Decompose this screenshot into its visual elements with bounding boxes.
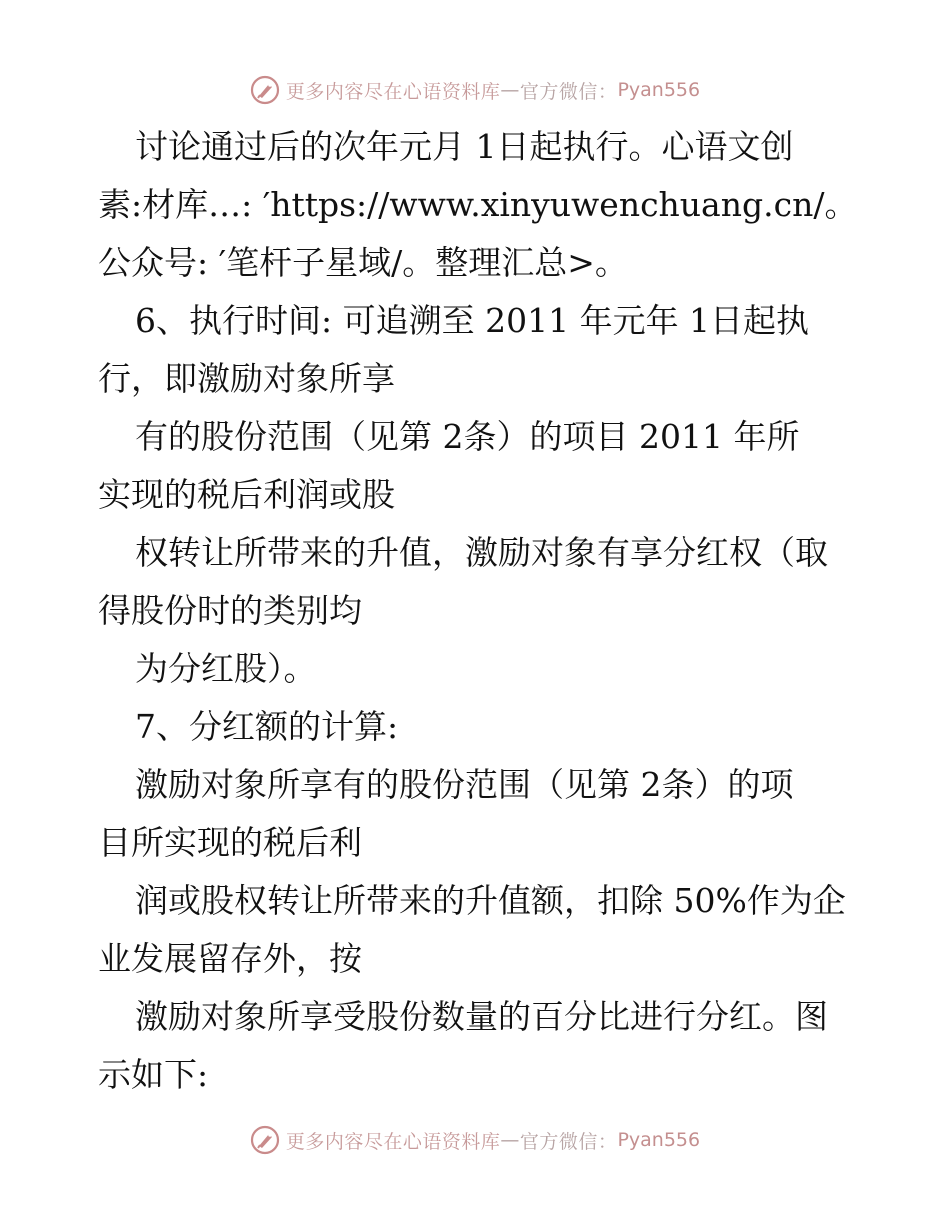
watermark-title: 更多内容尽在心语资料库 [285,1130,501,1153]
text-line: 业发展留存外，按 [98,939,362,978]
text-line: 得股份时的类别均 [98,591,362,630]
text-line: 公众号: ′笔杆子星域/。整理汇总>。 [98,243,628,282]
watermark-wechat-id: Pyan556 [617,1129,701,1151]
text-line: 为分红股）。 [135,649,317,688]
text-line: 权转让所带来的升值，激励对象有享分红权（取 [135,533,828,572]
watermark-wechat-id: Pyan556 [617,79,701,101]
text-line: 示如下: [98,1055,209,1094]
text-line: 目所实现的税后利 [98,823,362,862]
watermark-wechat-label: 官方微信： [519,1130,618,1153]
watermark-dash: — [500,1129,520,1151]
text-line: 实现的税后利润或股 [98,475,395,514]
text-line: 讨论通过后的次年元月 1日起执行。心语文创 [135,127,794,166]
watermark-dash: — [500,79,520,101]
text-line: 6、执行时间: 可追溯至 2011 年元年 1日起执 [135,301,810,340]
text-line: 激励对象所享有的股份范围（见第 2条）的项 [135,765,794,804]
text-line: 素:材库…: ′https://www.xinyuwenchuang.cn/。 [98,185,858,224]
document-body [98,118,858,1104]
text-line: 7、分红额的计算: [135,707,399,746]
text-line: 有的股份范围（见第 2条）的项目 2011 年所 [135,417,800,456]
pen-nib-logo-icon [250,75,280,105]
pen-nib-logo-icon [250,1125,280,1155]
text-line: 激励对象所享受股份数量的百分比进行分红。图 [135,997,828,1036]
text-line: 润或股权转让所带来的升值额，扣除 50%作为企 [135,881,846,920]
footer-watermark [0,1120,950,1160]
text-line: 行，即激励对象所享 [98,359,395,398]
watermark-wechat-label: 官方微信： [519,80,618,103]
header-watermark [0,70,950,110]
watermark-title: 更多内容尽在心语资料库 [285,80,501,103]
